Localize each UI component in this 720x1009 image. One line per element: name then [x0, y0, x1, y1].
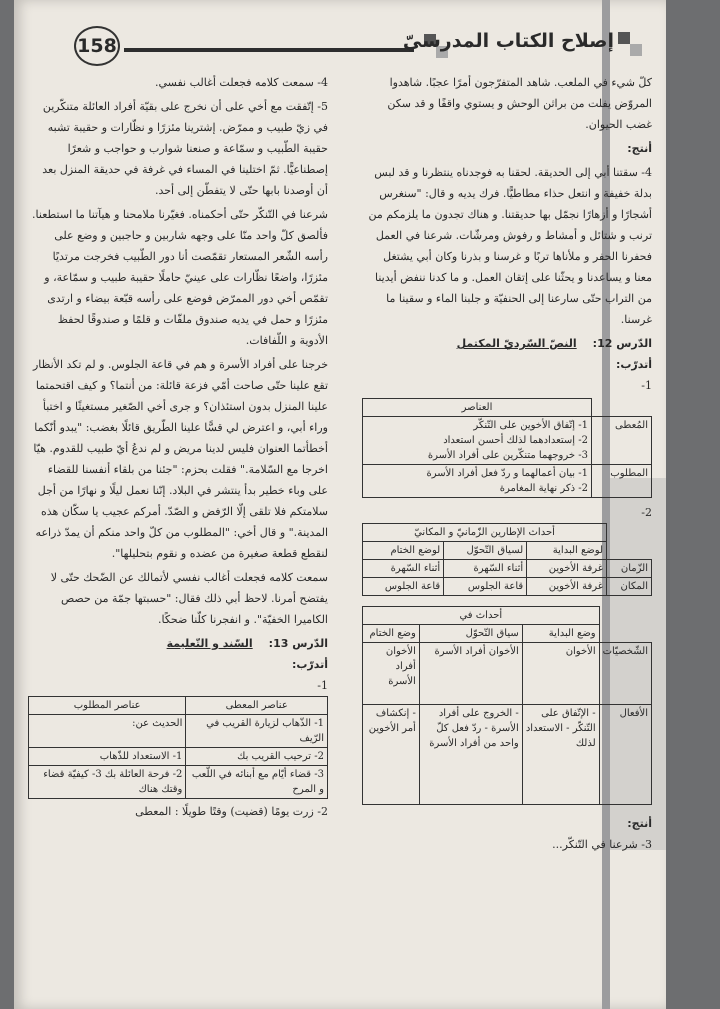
lesson-heading: [362, 333, 652, 354]
table-cell: 2- ترحيب القريب بك: [186, 748, 328, 766]
item-number: 1-: [641, 379, 652, 392]
table-cell: أثناء السّهرة: [444, 560, 527, 578]
header-square-icon: [630, 44, 642, 56]
table-cell: قاعة الجلوس: [444, 578, 527, 596]
page: [14, 0, 666, 1009]
paragraph: كلّ شيء في الملعب. شاهد المتفرّجون أمرًا عجبًا. شاهدوا المروّض يفلت من براثن الوحش و يستوي واقفًا و قد سكن غضب الحيوان.: [387, 76, 652, 131]
paragraph: سمعت كلامه فجعلت أغالب نفسي لأتمالك عن الضّحك حتّى لا يفتضح أمرنا. لاحظ أبي ذلك فقال: "حسبتها جمّة من حصص الكاميرا الخفيّة". و انفجرنا كلّنا ضحكًا.: [50, 571, 328, 626]
elements-table: [362, 398, 652, 498]
table-header: أحداث في: [363, 607, 600, 625]
page-header: [77, 28, 654, 68]
table-cell: 3- قضاء أيّام مع أبنائه في اللّعب و المرح: [186, 766, 328, 799]
table-cell: 1- الاستعداد للذّهاب: [29, 748, 186, 766]
table-cell: 1- الذّهاب لزيارة القريب في الرّيف: [186, 715, 328, 748]
header-rule: [124, 48, 414, 52]
settings-table: [362, 523, 652, 596]
row-label: المطلوب: [592, 465, 652, 498]
page-title: إصلاح الكتاب المدرسيّ: [402, 30, 614, 52]
table-cell: - إنكشاف أمر الأخوين: [363, 705, 420, 805]
page-number: 158: [74, 26, 120, 66]
column-header: سياق التّحوّل: [419, 625, 522, 643]
right-column: [362, 72, 652, 855]
list-item: 3- خروجهما متنكّرين على أفراد الأسرة: [427, 450, 588, 461]
given-required-table: [28, 696, 328, 799]
section-label: أنتج:: [627, 817, 652, 830]
column-header: لسياق التّحوّل: [444, 542, 527, 560]
row-label: المكان: [607, 578, 652, 596]
table-cell: غرفة الأخوين: [527, 578, 607, 596]
events-table: [362, 606, 652, 805]
table-cell: [363, 417, 592, 465]
paragraph: 4- سمعت كلامه فجعلت أغالب نفسي.: [155, 76, 328, 89]
table-cell: الحديث عن:: [29, 715, 186, 748]
paragraph: 5- إتّفقت مع أخي على أن نخرج على بقيّة أفراد العائلة متنكّرين في زيّ طبيب و ممرّض. إشترينا مئزرًا و نظّارات و حقيبة تشبه حقيبة الطّبيب و سمّاعة و صنعنا شوارب و حواجب و شعرًا إصطناعيًّا. ثمّ اختلينا في المساء في غرفة في حديقة المنزل بعد أن أوصدنا بابها حتّى لا يتفطّن إلى أحد.: [42, 100, 328, 197]
row-label: الشّخصيّات: [599, 643, 651, 705]
paragraph: 3- شرعنا في التّنكّر...: [552, 838, 652, 851]
item-number: 1-: [317, 679, 328, 692]
lesson-title: النصّ السّرديّ المكتمل: [456, 337, 577, 350]
list-item: 2- إستعدادهما لذلك أحسن استعداد: [443, 435, 588, 446]
paragraph: 2- زرت يومًا (قضيت) وقتًا طويلًا : المعطى: [135, 805, 328, 818]
table-cell: الأخوان أفراد الأسرة: [363, 643, 420, 705]
lesson-heading: [28, 633, 328, 654]
table-cell: - الخروج على أفراد الأسرة - ردّ فعل كلّ واحد من أفراد الأسرة: [419, 705, 522, 805]
column-header: لوضع الختام: [363, 542, 444, 560]
item-number: 2-: [641, 506, 652, 519]
paragraph: 4- سقتنا أبي إلى الحديقة. لحقنا به فوجدناه ينتظرنا و قد لبس بدلة خفيفة و انتعل حذاء مطاطيًّا. فرك يديه و قال: "سنغرس أشجارًا و أزهارًا نجمّل بها حديقتنا. و هناك تجدون ما يلزمكم من ترنب و شتائل و أمشاط و رفوش ومرشّات. شرعنا في العمل فحفرنا الحفر و ملأناها تربًا و غرسنا و بذرنا وكان أبي يشتغل معنا و يساعدنا و يحثّنا على إتقان العمل. و ما كدنا ننفض أيدينا من التراب حتّى سارعنا إلى الحنفيّة و جلبنا الماء و سقينا ما غرسنا.: [368, 166, 652, 326]
table-header: أحداث الإطارين الزّمانيّ و المكانيّ: [363, 524, 607, 542]
column-header: وضع البداية: [522, 625, 599, 643]
column-header: لوضع البداية: [527, 542, 607, 560]
table-cell: [363, 465, 592, 498]
list-item: 2- ذكر نهاية المغامرة: [499, 483, 588, 494]
header-square-icon: [618, 32, 630, 44]
row-label: الأفعال: [599, 705, 651, 805]
paragraph: خرجنا على أفراد الأسرة و هم في قاعة الجلوس. و لم تكد الأنظار تقع علينا حتّى صاحت أمّي فزعة قائلة: من أنتما؟ و كيف اقتحمتما علينا المنزل بدون استئذان؟ و جرى أخي الصّغير مستغيثًا و اختبأ وراء أبي، و اعترض لي قسًّا علينا الطّريق قائلًا بغضب: "يبدو أنّكما أخطأتما العنوان فليس لدينا مريض و لم ندعُ أيّ طبيب للقدوم. هيّا اخرجا مع السّلامة." فقلت بحزم: "جئنا من بلقاء أنفسنا للقضاء على وباء خطير بدأ ينتشر في البلاد. إنّنا نعمل ليلًا و نهارًا من أجل سلامتكم فلا تلقى إلّا الرّفض و الصّدّ. أمركم عجيب يا سكّان هذه المدينة." و قال أخي: "المطلوب من كلّ واحد منكم أن يمدّ ذراعه لنقطع قطعة صغيرة من عضده و نقوم بتحليلها".: [32, 358, 328, 560]
row-label: الزّمان: [607, 560, 652, 578]
table-cell: الأخوان أفراد الأسرة: [419, 643, 522, 705]
lesson-number: الدّرس 12:: [592, 337, 652, 350]
section-label: أنتج:: [627, 142, 652, 155]
left-column: [28, 72, 328, 822]
table-cell: قاعة الجلوس: [363, 578, 444, 596]
table-cell: - الإتّفاق على التّنكّر - الاستعداد لذلك: [522, 705, 599, 805]
table-cell: غرفة الأخوين: [527, 560, 607, 578]
lesson-title: السّند و التّعليمة: [166, 637, 253, 650]
table-cell: 2- فرحة العائلة بك 3- كيفيّة قضاء وقتك هناك: [29, 766, 186, 799]
row-label: المُعطى: [592, 417, 652, 465]
section-label: أتدرّب:: [291, 658, 328, 671]
table-cell: أثناء السّهرة: [363, 560, 444, 578]
list-item: 1- بيان أعمالهما و ردّ فعل أفراد الأسرة: [426, 468, 588, 479]
table-header: العناصر: [363, 399, 592, 417]
list-item: 1- إتّفاق الأخوين على التّنكّر: [473, 420, 588, 431]
column-header: عناصر المعطى: [186, 697, 328, 715]
column-header: وضع الختام: [363, 625, 420, 643]
paragraph: شرعنا في التّنكّر حتّى أحكمناه. فغيّرنا ملامحنا و هيآتنا ما استطعنا. فألصق كلّ واحد منّا على وجهه شاربين و حاجبين و وضع على رأسه الشّعر المستعار تقمّصت أنا دور الطّبيب فخرجت مرتديًا مئزرًا، واضعًا نظّارات على عينيّ حاملًا حقيبة طبيب و سمّاعة، و تقمّص أخي دور الممرّض فوضع على رأسه قبّعة بيضاء و ارتدى مئزرًا و حمل في يديه صندوق ملفّات و قلمًا و صندوقًا لحفظ الأدوية و اللّفافات.: [32, 208, 328, 347]
lesson-number: الدّرس 13:: [268, 637, 328, 650]
section-label: أتدرّب:: [615, 358, 652, 371]
table-cell: الأخوان: [522, 643, 599, 705]
column-header: عناصر المطلوب: [29, 697, 186, 715]
